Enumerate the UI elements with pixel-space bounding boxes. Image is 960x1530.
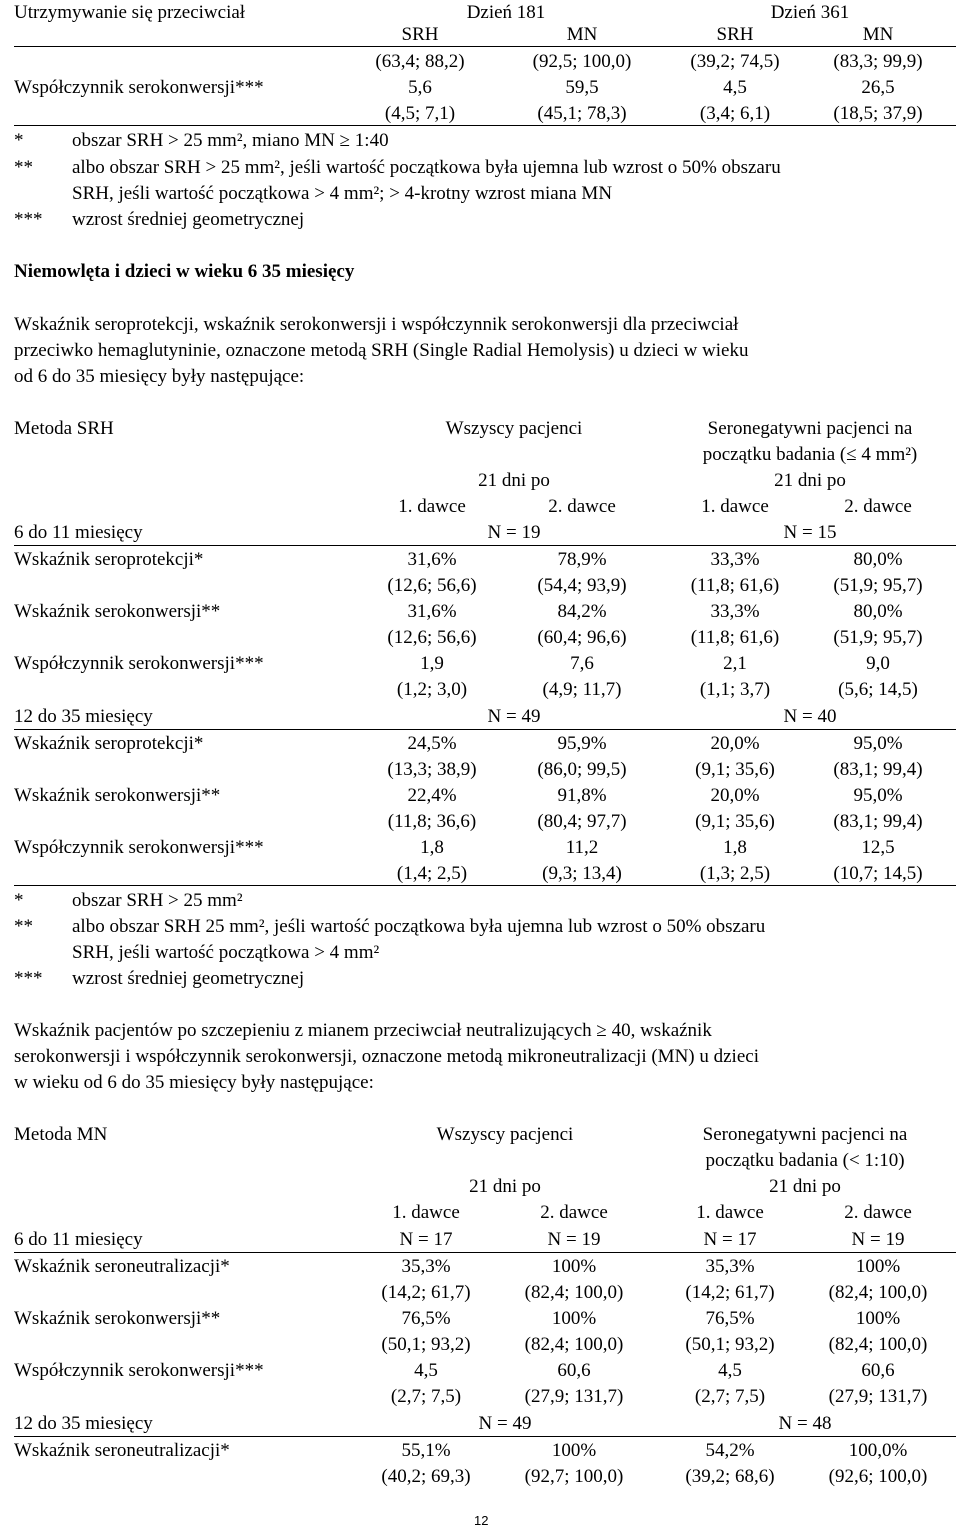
cell-value: 7,6 <box>570 653 594 674</box>
row-label: Wskaźnik seroneutralizacji* <box>14 1256 230 1277</box>
column-header: początku badania (≤ 4 mm²) <box>702 444 918 465</box>
cell-value: 31,6% <box>407 601 457 622</box>
cell-value: 5,6 <box>408 77 432 98</box>
table-rule <box>14 545 956 546</box>
cell-value: 35,3% <box>705 1256 755 1277</box>
group-label: 6 do 11 miesięcy <box>14 522 143 543</box>
day-header: Dzień 181 <box>466 2 546 23</box>
ci-value: (2,7; 7,5) <box>694 1386 766 1407</box>
cell-value: 31,6% <box>407 549 457 570</box>
cell-value: 4,5 <box>723 77 747 98</box>
cell-value: 1,8 <box>420 837 444 858</box>
ci-value: (12,6; 56,6) <box>387 575 477 596</box>
cell-value: 100% <box>551 1256 597 1277</box>
group-label: 6 do 11 miesięcy <box>14 1229 143 1250</box>
ci-value: (3,4; 6,1) <box>699 103 771 124</box>
cell-value: 84,2% <box>557 601 607 622</box>
ci-value: (1,1; 3,7) <box>699 679 771 700</box>
table-rule <box>14 46 956 47</box>
ci-value: (92,6; 100,0) <box>828 1466 928 1487</box>
footnote-text: wzrost średniej geometrycznej <box>72 209 305 230</box>
method-label: Metoda MN <box>14 1124 108 1145</box>
row-label: Współczynnik serokonwersji*** <box>14 653 264 674</box>
cell-value: 80,0% <box>853 549 903 570</box>
section-heading: Niemowlęta i dzieci w wieku 6 35 miesięcy <box>14 261 355 282</box>
ci-value: (1,2; 3,0) <box>396 679 468 700</box>
ci-value: (92,7; 100,0) <box>524 1466 624 1487</box>
ci-value: (9,1; 35,6) <box>695 759 775 780</box>
row-label: Wskaźnik seroneutralizacji* <box>14 1440 230 1461</box>
cell-value: 2,1 <box>723 653 747 674</box>
footnote-text: SRH, jeśli wartość początkowa > 4 mm² <box>72 942 380 963</box>
cell-value: 95,0% <box>853 733 903 754</box>
ci-value: (54,4; 93,9) <box>537 575 627 596</box>
ci-value: (51,9; 95,7) <box>833 627 923 648</box>
column-header: Seronegatywni pacjenci na <box>702 1124 908 1145</box>
paragraph-line: Wskaźnik seroprotekcji, wskaźnik serokonwersji i współczynnik serokonwersji dla przeciwciał <box>14 314 739 335</box>
ci-value: (86,0; 99,5) <box>537 759 627 780</box>
group-n: N = 48 <box>778 1413 832 1434</box>
ci-value: (18,5; 37,9) <box>833 103 923 124</box>
group-n: N = 19 <box>851 1229 905 1250</box>
group-n: N = 17 <box>399 1229 453 1250</box>
row-label: Wskaźnik serokonwersji** <box>14 785 221 806</box>
row-label: Wskaźnik serokonwersji** <box>14 1308 221 1329</box>
ci-value: (12,6; 56,6) <box>387 627 477 648</box>
footnote-text: obszar SRH > 25 mm², miano MN ≥ 1:40 <box>72 130 389 151</box>
ci-value: (9,3; 13,4) <box>542 863 622 884</box>
method-header: MN <box>862 24 894 45</box>
cell-value: 60,6 <box>557 1360 591 1381</box>
paragraph-line: w wieku od 6 do 35 miesięcy były następujące: <box>14 1072 374 1093</box>
footnote-mark: *** <box>14 209 43 230</box>
row-label: Współczynnik serokonwersji*** <box>14 837 264 858</box>
column-header: 21 dni po <box>774 470 846 491</box>
ci-value: (50,1; 93,2) <box>685 1334 775 1355</box>
footnote-text: albo obszar SRH > 25 mm², jeśli wartość początkowa była ujemna lub wzrost o 50% obszaru <box>72 157 781 178</box>
cell-value: 78,9% <box>557 549 607 570</box>
ci-value: (9,1; 35,6) <box>695 811 775 832</box>
cell-value: 100% <box>551 1440 597 1461</box>
ci-value: (1,3; 2,5) <box>699 863 771 884</box>
dose-header: 2. dawce <box>844 1202 912 1223</box>
footnote-mark: * <box>14 890 24 911</box>
ci-value: (45,1; 78,3) <box>537 103 627 124</box>
row-label: Współczynnik serokonwersji*** <box>14 77 264 98</box>
column-header: Wszyscy pacjenci <box>436 1124 574 1145</box>
ci-value: (11,8; 61,6) <box>690 627 780 648</box>
cell-value: 1,9 <box>420 653 444 674</box>
group-n: N = 49 <box>478 1413 532 1434</box>
row-label: Wskaźnik seroprotekcji* <box>14 549 204 570</box>
cell-value: 4,5 <box>414 1360 438 1381</box>
cell-value: 26,5 <box>861 77 895 98</box>
ci-value: (40,2; 69,3) <box>381 1466 471 1487</box>
cell-value: 33,3% <box>710 549 760 570</box>
ci-value: (83,3; 99,9) <box>833 51 923 72</box>
ci-value: (83,1; 99,4) <box>833 811 923 832</box>
table-rule <box>14 885 956 886</box>
cell-value: 9,0 <box>866 653 890 674</box>
ci-value: (2,7; 7,5) <box>390 1386 462 1407</box>
cell-value: 59,5 <box>565 77 599 98</box>
ci-value: (63,4; 88,2) <box>375 51 465 72</box>
ci-value: (82,4; 100,0) <box>524 1282 624 1303</box>
dose-header: 1. dawce <box>701 496 769 517</box>
footnote-text: SRH, jeśli wartość początkowa > 4 mm²; > 4-krotny wzrost miana MN <box>72 183 613 204</box>
ci-value: (10,7; 14,5) <box>833 863 923 884</box>
ci-value: (82,4; 100,0) <box>828 1282 928 1303</box>
dose-header: 2. dawce <box>548 496 616 517</box>
cell-value: 100% <box>855 1308 901 1329</box>
cell-value: 33,3% <box>710 601 760 622</box>
column-header: 21 dni po <box>469 1176 541 1197</box>
page-number: 12 <box>474 1513 489 1528</box>
method-header: MN <box>566 24 598 45</box>
ci-value: (83,1; 99,4) <box>833 759 923 780</box>
method-header: SRH <box>401 24 439 45</box>
column-header: początku badania (< 1:10) <box>705 1150 905 1171</box>
paragraph-line: serokonwersji i współczynnik serokonwersji, oznaczone metodą mikroneutralizacji (MN) u dzieci <box>14 1046 759 1067</box>
footnote-mark: * <box>14 130 24 151</box>
day-header: Dzień 361 <box>770 2 850 23</box>
ci-value: (27,9; 131,7) <box>828 1386 928 1407</box>
row-label: Wskaźnik serokonwersji** <box>14 601 221 622</box>
ci-value: (92,5; 100,0) <box>532 51 632 72</box>
ci-value: (51,9; 95,7) <box>833 575 923 596</box>
dose-header: 1. dawce <box>392 1202 460 1223</box>
cell-value: 55,1% <box>401 1440 451 1461</box>
ci-value: (5,6; 14,5) <box>838 679 918 700</box>
footnote-text: albo obszar SRH 25 mm², jeśli wartość początkowa była ujemna lub wzrost o 50% obszaru <box>72 916 766 937</box>
cell-value: 4,5 <box>718 1360 742 1381</box>
cell-value: 76,5% <box>401 1308 451 1329</box>
top-table-row-label: Utrzymywanie się przeciwciał <box>14 2 246 23</box>
paragraph-line: przeciwko hemaglutyninie, oznaczone metodą SRH (Single Radial Hemolysis) u dzieci w wieku <box>14 340 749 361</box>
paragraph-line: od 6 do 35 miesięcy były następujące: <box>14 366 305 387</box>
ci-value: (4,5; 7,1) <box>384 103 456 124</box>
ci-value: (14,2; 61,7) <box>381 1282 471 1303</box>
cell-value: 11,2 <box>565 837 599 858</box>
group-n: N = 17 <box>703 1229 757 1250</box>
cell-value: 12,5 <box>861 837 895 858</box>
cell-value: 95,0% <box>853 785 903 806</box>
ci-value: (11,8; 36,6) <box>387 811 477 832</box>
cell-value: 1,8 <box>723 837 747 858</box>
cell-value: 91,8% <box>557 785 607 806</box>
ci-value: (60,4; 96,6) <box>537 627 627 648</box>
footnote-text: obszar SRH > 25 mm² <box>72 890 243 911</box>
dose-header: 2. dawce <box>844 496 912 517</box>
ci-value: (80,4; 97,7) <box>537 811 627 832</box>
cell-value: 60,6 <box>861 1360 895 1381</box>
dose-header: 1. dawce <box>398 496 466 517</box>
cell-value: 24,5% <box>407 733 457 754</box>
group-label: 12 do 35 miesięcy <box>14 706 153 727</box>
cell-value: 100,0% <box>848 1440 908 1461</box>
ci-value: (11,8; 61,6) <box>690 575 780 596</box>
ci-value: (13,3; 38,9) <box>387 759 477 780</box>
ci-value: (50,1; 93,2) <box>381 1334 471 1355</box>
column-header: 21 dni po <box>769 1176 841 1197</box>
group-n: N = 40 <box>783 706 837 727</box>
cell-value: 80,0% <box>853 601 903 622</box>
cell-value: 22,4% <box>407 785 457 806</box>
table-rule <box>14 1252 956 1253</box>
ci-value: (1,4; 2,5) <box>396 863 468 884</box>
table-rule <box>14 125 956 126</box>
ci-value: (82,4; 100,0) <box>828 1334 928 1355</box>
cell-value: 20,0% <box>710 785 760 806</box>
table-rule <box>14 1436 956 1437</box>
ci-value: (39,2; 68,6) <box>685 1466 775 1487</box>
ci-value: (82,4; 100,0) <box>524 1334 624 1355</box>
cell-value: 95,9% <box>557 733 607 754</box>
paragraph-line: Wskaźnik pacjentów po szczepieniu z mianem przeciwciał neutralizujących ≥ 40, wskaźnik <box>14 1020 712 1041</box>
group-n: N = 19 <box>547 1229 601 1250</box>
footnote-mark: ** <box>14 916 33 937</box>
cell-value: 100% <box>855 1256 901 1277</box>
group-label: 12 do 35 miesięcy <box>14 1413 153 1434</box>
method-label: Metoda SRH <box>14 418 114 439</box>
column-header: 21 dni po <box>478 470 550 491</box>
footnote-mark: ** <box>14 157 33 178</box>
group-n: N = 15 <box>783 522 837 543</box>
cell-value: 54,2% <box>705 1440 755 1461</box>
ci-value: (39,2; 74,5) <box>690 51 780 72</box>
dose-header: 2. dawce <box>540 1202 608 1223</box>
cell-value: 35,3% <box>401 1256 451 1277</box>
row-label: Wskaźnik seroprotekcji* <box>14 733 204 754</box>
dose-header: 1. dawce <box>696 1202 764 1223</box>
footnote-mark: *** <box>14 968 43 989</box>
table-rule <box>14 729 956 730</box>
cell-value: 76,5% <box>705 1308 755 1329</box>
group-n: N = 49 <box>487 706 541 727</box>
footnote-text: wzrost średniej geometrycznej <box>72 968 305 989</box>
group-n: N = 19 <box>487 522 541 543</box>
method-header: SRH <box>716 24 754 45</box>
column-header: Seronegatywni pacjenci na <box>707 418 913 439</box>
ci-value: (27,9; 131,7) <box>524 1386 624 1407</box>
cell-value: 100% <box>551 1308 597 1329</box>
row-label: Współczynnik serokonwersji*** <box>14 1360 264 1381</box>
ci-value: (4,9; 11,7) <box>542 679 622 700</box>
ci-value: (14,2; 61,7) <box>685 1282 775 1303</box>
column-header: Wszyscy pacjenci <box>445 418 583 439</box>
cell-value: 20,0% <box>710 733 760 754</box>
